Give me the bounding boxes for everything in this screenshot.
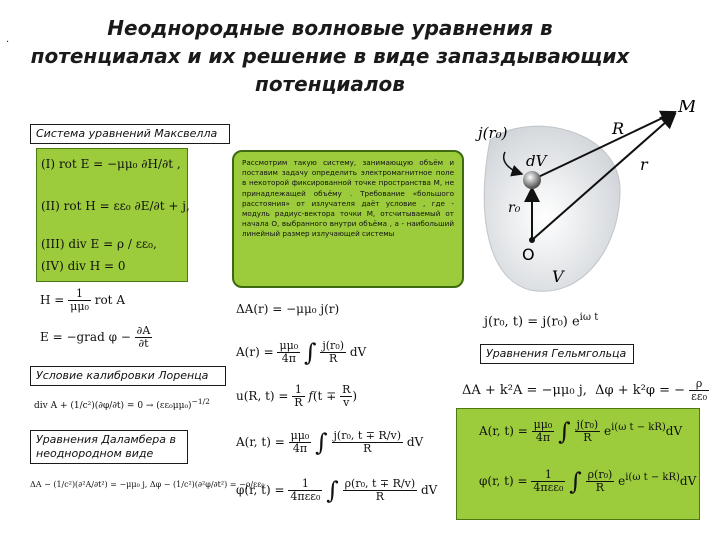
helmholtz-label: Уравнения Гельмгольца bbox=[480, 344, 634, 364]
eq-lorentz: div $A + (1/c^2)(\partial\varphi/\partial t) = 0 \to (\varepsilon\varepsilon_0\mu\mu_0)^{-1/2}$ bbox=[34, 397, 210, 411]
eq-e-grad: E = −grad φ − $\frac{\partial A}{\partial t}$ bbox=[40, 324, 151, 350]
maxwell-equations-box bbox=[36, 148, 188, 282]
eq-phi-retarded: φ(r, t) = $\frac{1}{\text{4πεε₀}}$ ∫ $\frac{\text{ρ(r₀, t ∓ R/v)}}{R}$ dV bbox=[236, 476, 438, 505]
eq-j-harmonic: j(r₀, t) = j(r₀) $e^{i\omega t}$ bbox=[484, 312, 599, 330]
maxwell-eq-3: (III) div E = ρ / εε₀, bbox=[41, 237, 157, 251]
eq-helmholtz: ΔA + k²A = −μμ₀ j, Δφ + k²φ = − $\frac{\rho}{\text{εε₀}}$ bbox=[462, 377, 707, 403]
volume-figure bbox=[470, 100, 700, 300]
maxwell-eq-2: (II) rot H = εε₀ ∂E/∂t + j, bbox=[41, 199, 190, 213]
eq-A-static: A(r) = $\frac{\text{μμ₀}}{4\pi}$ ∫ $\frac{\text{j(r₀)}}{R}$ dV bbox=[236, 338, 367, 367]
label-r0: r₀ bbox=[508, 200, 521, 216]
eq-dalembert: ΔA − (1/c²)(∂²A/∂t²) = −μμ₀ j, Δφ − (1/c²)(∂²φ/∂t²) = −ρ/εε₀ bbox=[30, 480, 265, 489]
label-r: r bbox=[640, 155, 648, 174]
eq-h-rot: H = $\frac{1}{\text{μμ₀}}$ rot A bbox=[40, 287, 125, 313]
eq-A-retarded: A(r, t) = $\frac{\text{μμ₀}}{4\pi}$ ∫ $\frac{\text{j(r₀, t ∓ R/v)}}{R}$ dV bbox=[236, 428, 424, 457]
label-dV: dV bbox=[526, 152, 547, 170]
label-M: M bbox=[678, 100, 697, 117]
bullet-dot: . bbox=[6, 34, 10, 45]
eq-laplace-A: ΔA(r) = −μμ₀ j(r) bbox=[236, 302, 340, 316]
label-V: V bbox=[552, 267, 564, 286]
lorentz-label: Условие калибровки Лоренца bbox=[30, 366, 226, 386]
helmholtz-solutions-box bbox=[456, 408, 700, 520]
explanation-box: Рассмотрим такую систему, занимающую объём и поставим задачу определить электромагнитное поле в некоторой фиксированной точке пространства М, не принадлежащей объёму . Требование «большого расстояния» от излучателя даёт условие , где - модуль радиус-вектора точки М, отсчитываемый от начала О, выбранного внутри объёма , а - наибольший линейный размер излучающей системы bbox=[232, 150, 464, 288]
volume-diagram bbox=[470, 100, 700, 300]
eq-helm-sol-phi: φ(r, t) = $\frac{1}{\text{4πεε₀}}$ ∫ $\frac{\text{ρ(r₀)}}{R}$ $e^{i(\omega t - kR)}dV$ bbox=[479, 467, 697, 496]
origin-point bbox=[529, 237, 535, 243]
maxwell-eq-4: (IV) div H = 0 bbox=[41, 259, 126, 273]
maxwell-label: Система уравнений Максвелла bbox=[30, 124, 230, 144]
page-title: Неоднородные волновые уравнения в потенциалах и их решение в виде запаздывающих потенциалов bbox=[30, 16, 630, 96]
maxwell-eq-1: (I) rot E = −μμ₀ ∂H/∂t , bbox=[41, 157, 181, 171]
label-O: O bbox=[522, 245, 535, 264]
volume-element bbox=[523, 171, 541, 189]
eq-helm-sol-A: A(r, t) = $\frac{\text{μμ₀}}{4\pi}$ ∫ $\frac{\text{j(r₀)}}{R}$ $e^{i(\omega t - kR)}dV$ bbox=[479, 417, 683, 446]
dalembert-label: Уравнения Даламбера в неоднородном виде bbox=[30, 430, 188, 464]
label-R: R bbox=[612, 119, 625, 138]
eq-u-retarded: u(R, t) = $\frac{1}{R}$ f(t ∓ $\frac{R}{v}$ ) bbox=[236, 383, 358, 409]
label-j: j(r₀) bbox=[478, 124, 508, 142]
